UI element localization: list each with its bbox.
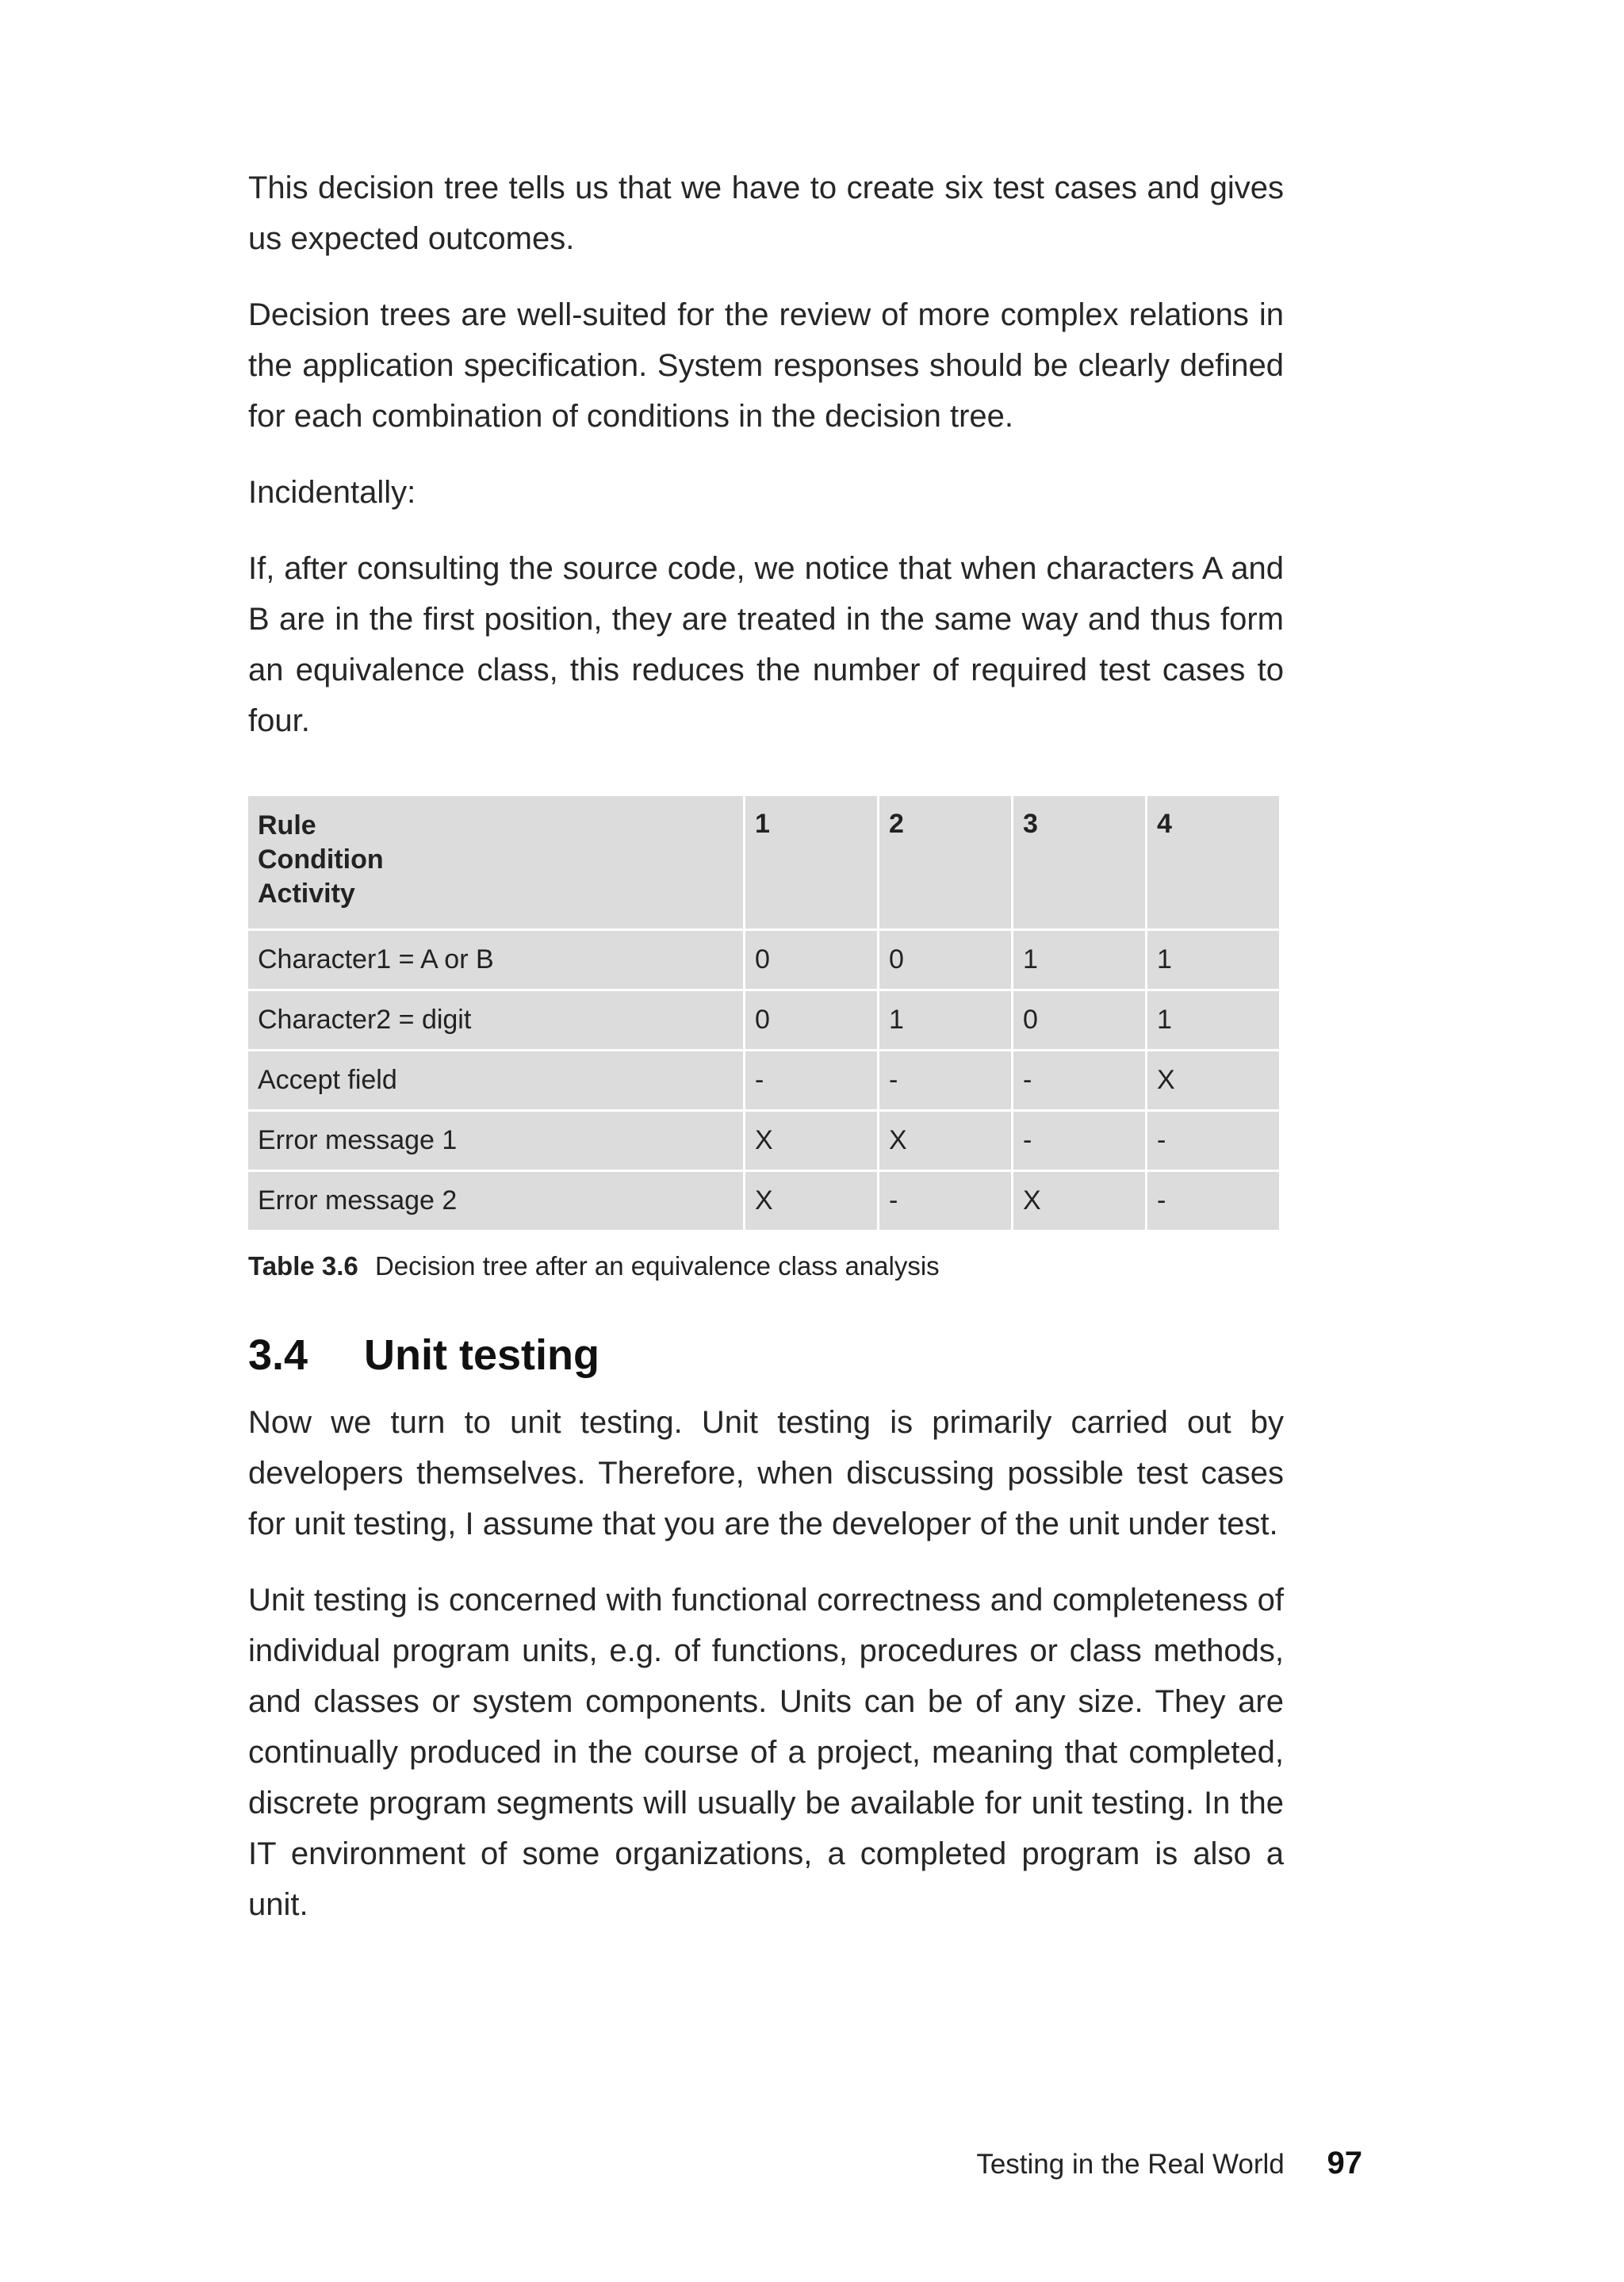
body-paragraph: If, after consulting the source code, we notice that when characters A and B are in the first position, they are treated in the same way and thus form an equivalence class, this reduces the number of required test cases to four.	[248, 551, 1284, 738]
running-title: Testing in the Real World	[976, 2149, 1285, 2180]
table-caption-label: Table 3.6	[248, 1251, 358, 1281]
table-cell: X	[1147, 1051, 1279, 1109]
table-cell: -	[879, 1051, 1011, 1109]
table-cell: 1	[879, 991, 1011, 1049]
header-label-activity: Activity	[258, 879, 355, 909]
table-header-col-1: 1	[745, 796, 877, 928]
page-number: 97	[1327, 2146, 1362, 2181]
table-cell: X	[745, 1112, 877, 1170]
table-caption-text: Decision tree after an equivalence class analysis	[374, 1251, 940, 1281]
table-cell: -	[1147, 1172, 1279, 1230]
decision-table	[246, 794, 1281, 1232]
table-row	[248, 1112, 1279, 1170]
body-paragraph: Now we turn to unit testing. Unit testing is primarily carried out by developers themselves. Therefore, when discussing possible test cases for unit testing, I assume that you are the developer of the unit under test.	[248, 1405, 1284, 1541]
table-header-col-3: 3	[1013, 796, 1145, 928]
table-cell: 1	[1013, 931, 1145, 989]
table-cell: -	[1013, 1112, 1145, 1170]
row-label: Accept field	[248, 1051, 743, 1109]
table-header-row	[248, 796, 1279, 928]
body-paragraph: Decision trees are well-suited for the review of more complex relations in the application specification. System responses should be clearly defined for each combination of conditions in the decision tree.	[248, 297, 1284, 434]
row-label: Character2 = digit	[248, 991, 743, 1049]
body-paragraph: Incidentally:	[248, 475, 416, 510]
table-cell: X	[1013, 1172, 1145, 1230]
table-header-col-4: 4	[1147, 796, 1279, 928]
table-cell: X	[879, 1112, 1011, 1170]
table-cell: -	[1013, 1051, 1145, 1109]
table-cell: 0	[745, 991, 877, 1049]
table-row	[248, 1051, 1279, 1109]
header-label-rule: Rule	[258, 810, 316, 840]
section-heading	[248, 1327, 1284, 1383]
table-cell: -	[1147, 1112, 1279, 1170]
table-cell: 0	[745, 931, 877, 989]
table-row	[248, 991, 1279, 1049]
table-cell: X	[745, 1172, 877, 1230]
section-title: Unit testing	[364, 1331, 599, 1379]
table-cell: 0	[1013, 991, 1145, 1049]
page-content	[248, 163, 1284, 1955]
body-paragraph: This decision tree tells us that we have to create six test cases and gives us expected outcomes.	[248, 170, 1284, 256]
table-header-label-cell	[248, 796, 743, 928]
table-cell: 1	[1147, 931, 1279, 989]
table-header-col-2: 2	[879, 796, 1011, 928]
table-cell: -	[745, 1051, 877, 1109]
table-caption	[248, 1251, 1284, 1281]
table-cell: 0	[879, 931, 1011, 989]
table-row	[248, 1172, 1279, 1230]
row-label: Character1 = A or B	[248, 931, 743, 989]
header-label-condition: Condition	[258, 844, 384, 875]
table-cell: -	[879, 1172, 1011, 1230]
row-label: Error message 1	[248, 1112, 743, 1170]
body-paragraph: Unit testing is concerned with functional correctness and completeness of individual program units, e.g. of functions, procedures or class methods, and classes or system components. Units can be of any size. They are continually produced in the course of a project, meaning that completed, discrete program segments will usually be available for unit testing. In the IT environment of some organizations, a completed program is also a unit.	[248, 1583, 1284, 1922]
page-footer	[976, 2146, 1362, 2181]
section-number: 3.4	[248, 1331, 308, 1379]
row-label: Error message 2	[248, 1172, 743, 1230]
table-row	[248, 931, 1279, 989]
table-cell: 1	[1147, 991, 1279, 1049]
